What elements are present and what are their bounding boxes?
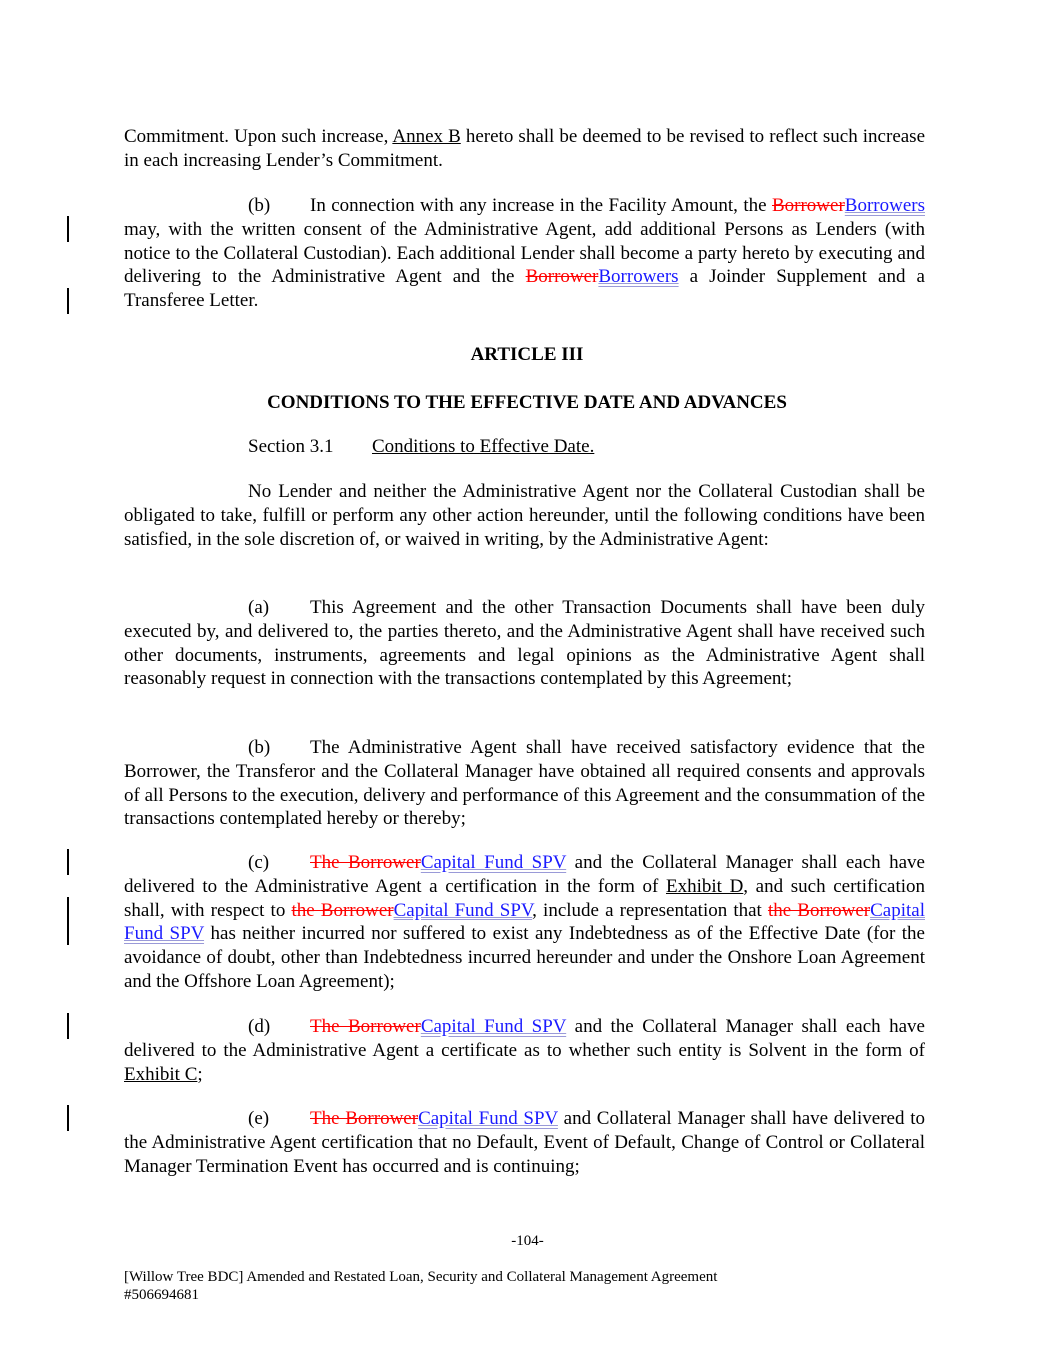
clause-label: (a) <box>248 597 270 618</box>
clause-label: (e) <box>248 1108 270 1129</box>
text: may, with the written consent of the Administrative Agent, add additional Persons as Lenders (with notice to the Collateral Custodian). Each additional Lender shall become a party hereto by executing and delivering to the Administrative Agent and the <box>124 218 925 288</box>
change-bar <box>67 288 69 314</box>
inserted-text: Capital Fund SPV <box>420 852 567 873</box>
exhibit-d-reference: Exhibit D <box>665 875 744 897</box>
paragraph-b <box>124 736 925 831</box>
inserted-text: Capital Fund SPV <box>124 899 925 945</box>
paragraph-commitment <box>124 125 925 173</box>
text: and the Collateral Manager shall each have delivered to the Administrative Agent a certificate as to whether such entity is Solvent in the form of <box>124 1016 925 1061</box>
article-title: ARTICLE III <box>470 344 584 365</box>
clause-label: (c) <box>248 852 270 873</box>
change-bar <box>67 216 69 242</box>
section-number: Section 3.1 <box>248 436 334 457</box>
text: The Administrative Agent shall have received satisfactory evidence that the Borrower, the Transferor and the Collateral Manager have obtained all required consents and approvals of all Persons to the execution, delivery and performance of this Agreement and the consummation of the transactions contemplated hereby or thereby; <box>124 737 925 830</box>
page-number: -104- <box>511 1233 544 1249</box>
change-bar <box>67 849 69 875</box>
deleted-text: Borrower <box>771 195 845 216</box>
inserted-text: Capital Fund SPV <box>420 1016 567 1037</box>
inserted-text: Borrowers <box>844 195 925 216</box>
section-title: Conditions to Effective Date. <box>372 436 595 457</box>
article-subtitle: CONDITIONS TO THE EFFECTIVE DATE AND ADVANCES <box>267 392 787 413</box>
text: In connection with any increase in the Facility Amount, the <box>310 195 772 216</box>
paragraph-c <box>124 851 925 994</box>
deleted-text: the Borrower <box>767 899 871 921</box>
text: hereto shall be deemed to be revised to reflect such increase in each increasing Lender’s Commitment. <box>124 126 926 171</box>
inserted-text: Capital Fund SPV <box>393 899 533 921</box>
inserted-text: Capital Fund SPV <box>418 1108 558 1129</box>
change-bar <box>67 1013 69 1039</box>
deleted-text: The Borrower <box>310 1016 421 1037</box>
clause-label: (d) <box>248 1016 271 1037</box>
exhibit-c-reference: Exhibit C <box>124 1063 198 1085</box>
deleted-text: the Borrower <box>291 899 394 921</box>
text: This Agreement and the other Transaction Documents shall have been duly executed by, and delivered to, the parties thereto, and the Administrative Agent shall have received such other documents, instruments, agreements and legal opinions as the Administrative Agent shall reasonably request in connection with the transactions contemplated by this Agreement; <box>124 597 925 690</box>
text: and the Collateral Manager shall each have delivered to the Administrative Agent a certification in the form of <box>124 852 925 897</box>
deleted-text: Borrower <box>525 266 599 288</box>
inserted-text: Borrowers <box>598 266 679 288</box>
footer-title: [Willow Tree BDC] Amended and Restated Loan, Security and Collateral Management Agreement <box>124 1269 718 1285</box>
paragraph-conditions-intro: No Lender and neither the Administrative Agent nor the Collateral Custodian shall be obligated to take, fulfill or perform any other action hereunder, until the following conditions have been satisfied, in the sole discretion of, or waived in writing, by the Administrative Agent: <box>124 481 925 550</box>
deleted-text: The Borrower <box>310 1108 419 1129</box>
paragraph-a <box>124 596 925 691</box>
text: ; <box>197 1063 203 1085</box>
clause-label: (b) <box>248 195 271 216</box>
text: , and such certification shall, with respect to <box>124 875 926 921</box>
text: Commitment. Upon such increase, <box>124 126 393 147</box>
change-bar <box>67 1105 69 1131</box>
section-heading <box>248 435 594 459</box>
footer-doc-id: #506694681 <box>124 1287 199 1303</box>
text: a Joinder Supplement and a Transferee Letter. <box>124 266 925 312</box>
deleted-text: The Borrower <box>310 852 421 873</box>
text: and Collateral Manager shall have delivered to the Administrative Agent certification that no Default, Event of Default, Change of Control or Collateral Manager Termination Event has occurred and is continuing; <box>124 1108 925 1177</box>
paragraph-b-increase <box>124 194 925 313</box>
annex-b-reference: Annex B <box>392 126 461 147</box>
text: , include a representation that <box>532 899 768 921</box>
paragraph-d <box>124 1015 925 1086</box>
text: has neither incurred nor suffered to exist any Indebtedness as of the Effective Date (for the avoidance of doubt, other than Indebtedness incurred hereunder and under the Onshore Loan Agreement and the Offshore Loan Agreement); <box>124 923 925 992</box>
clause-label: (b) <box>248 737 271 758</box>
paragraph-e <box>124 1107 925 1178</box>
change-bar <box>67 897 69 945</box>
